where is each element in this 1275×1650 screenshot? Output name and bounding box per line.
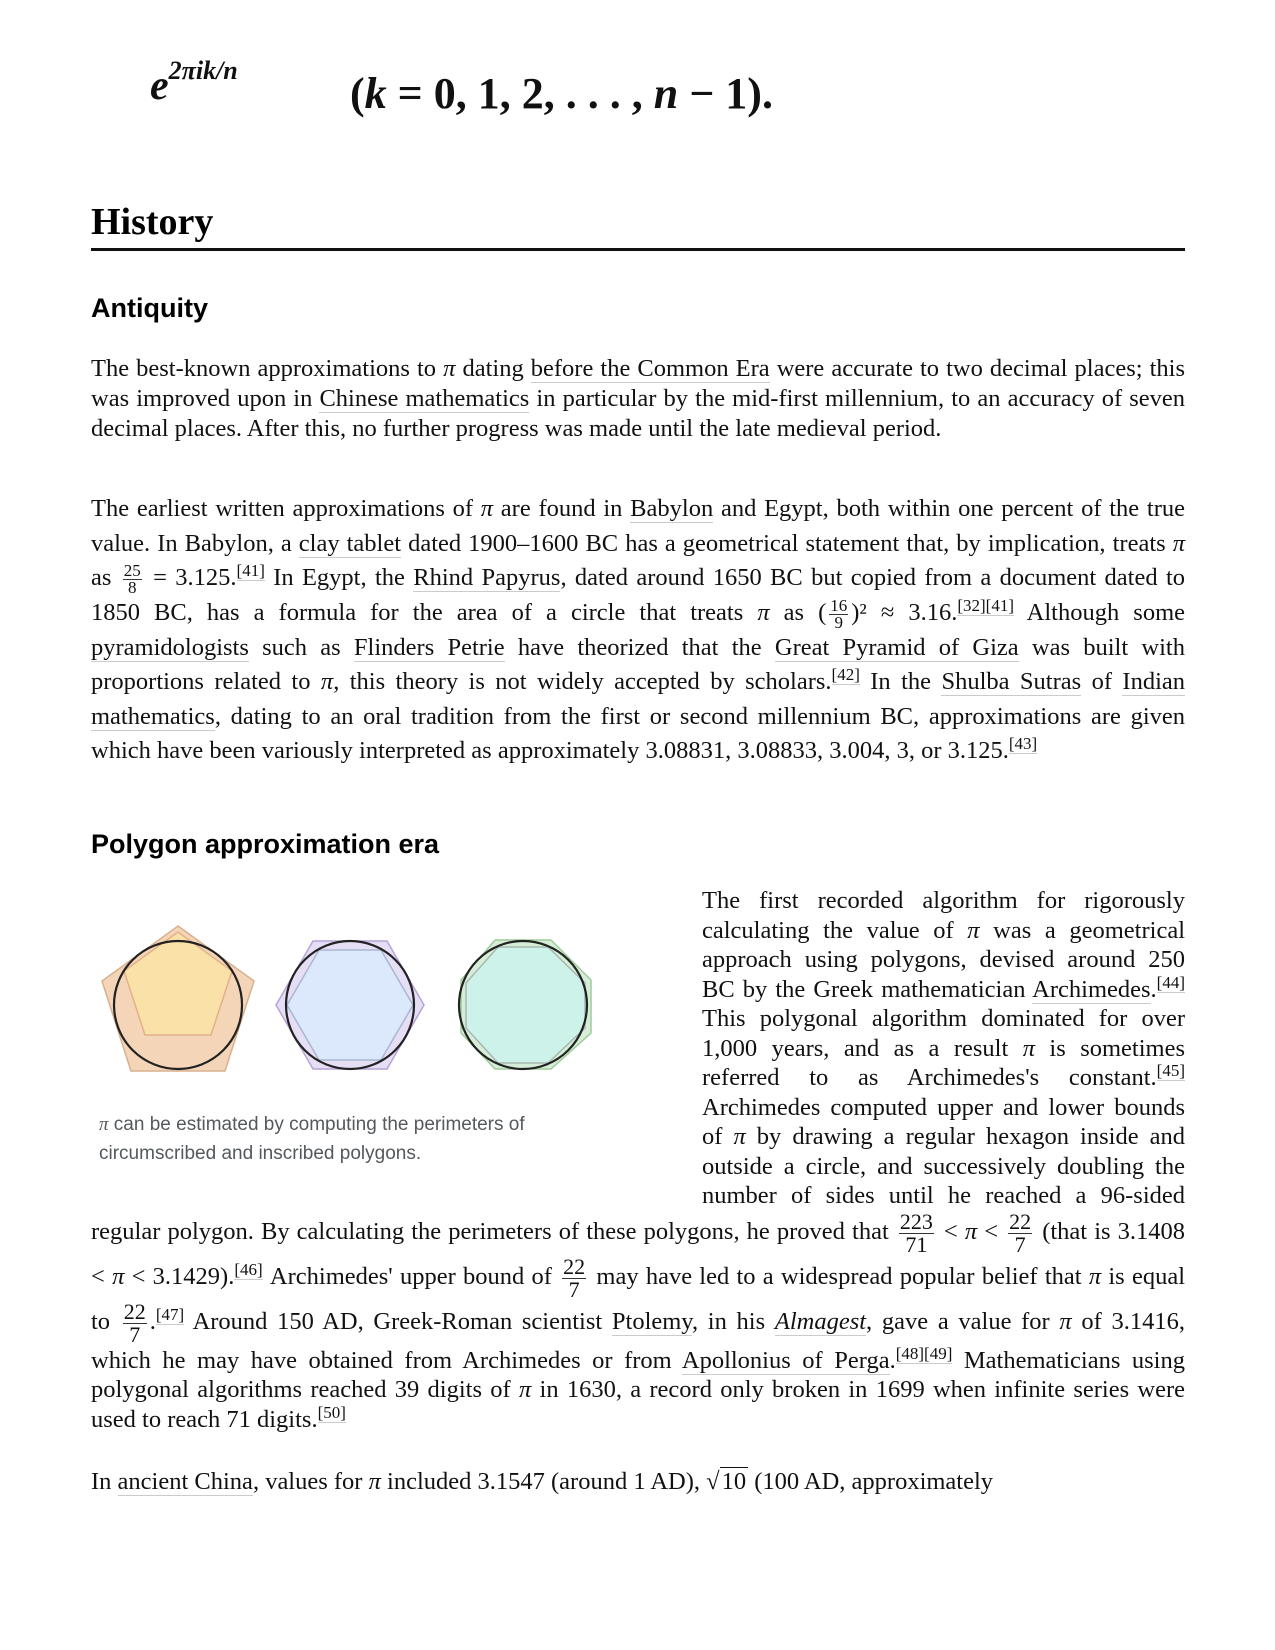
link-chinese-mathematics[interactable]: Chinese mathematics <box>319 385 530 412</box>
paragraph-polygon-1: The first recorded algorithm for rigorously calculating the value of π was a geometrical approach using polygons, devised around 250 BC by the Greek mathematician Archimedes.[44] This polygonal algorithm dominated for over 1,000 years, and as a result π is sometimes referred to as Archimedes's constant.[45] Archimedes computed upper and lower bounds of π by drawing a regular hexagon inside and outside a circle, and successively doubling the number of sides until he reached a 96-sided regular polygon. By calculating the perimeters of these polygons, he proved that $\frac{223}{71}$ < π < $\frac{22}{7}$ (that is 3.1408 < π < 3.1429).[46] Archimedes' upper bound of $\frac{22}{7}$ may have led to a widespread popular belief that π is equal to $\frac{22}{7}$ .[47] Around 150 AD, Greek-Roman scientist Ptolemy, in his Almagest, gave a value for π of 3.1416, which he may have obtained from Archimedes or from Apollonius of Perga.[48][49] Mathematicians using polygonal algorithms reached 39 digits of π in 1630, a record only broken in 1699 when infinite series were used to reach 71 digits.[50] <box>91 887 1186 1433</box>
fraction-22-7: $\frac{22}{7}$ <box>1009 1208 1032 1257</box>
link-before-common-era[interactable]: before the Common Era <box>530 355 770 382</box>
paragraph-polygon-2: In ancient China, values for π included 3.1547 (around 1 AD), √10 (100 AD, approximately <box>91 1468 994 1495</box>
citation-41[interactable]: [41] <box>985 595 1014 615</box>
link-almagest[interactable]: Almagest <box>774 1307 867 1335</box>
citation-50[interactable]: [50] <box>317 1402 346 1422</box>
citation-32[interactable]: [32] <box>957 595 986 615</box>
formula-var-k: k <box>364 69 387 118</box>
fraction-22-7: $\frac{22}{7}$ <box>563 1253 586 1302</box>
link-babylon[interactable]: Babylon <box>630 495 714 522</box>
formula-exponent: 2πik/n <box>168 56 238 85</box>
citation-48[interactable]: [48] <box>895 1343 925 1363</box>
sqrt-10: √10 <box>706 1468 747 1495</box>
fraction-22-7: $\frac{22}{7}$ <box>123 1298 146 1347</box>
link-ancient-china[interactable]: ancient China <box>117 1468 253 1495</box>
formula-condition <box>350 68 773 119</box>
link-shulba-sutras[interactable]: Shulba Sutras <box>941 668 1082 696</box>
link-apollonius-of-perga[interactable]: Apollonius of Perga <box>681 1346 890 1374</box>
citation-41[interactable]: [41] <box>236 561 265 580</box>
formula-close: − 1). <box>678 69 773 118</box>
citation-44[interactable]: [44] <box>1156 972 1185 992</box>
citation-46[interactable]: [46] <box>234 1259 263 1279</box>
fraction-223-71: $\frac{223}{71}$ <box>899 1208 933 1257</box>
formula-values: = 0, 1, 2, . . . , <box>386 69 654 118</box>
link-archimedes[interactable]: Archimedes <box>1032 975 1151 1003</box>
link-great-pyramid-of-giza[interactable]: Great Pyramid of Giza <box>774 633 1019 661</box>
link-pyramidologists[interactable]: pyramidologists <box>91 633 249 661</box>
figure-caption: π can be estimated by computing the perimeters of circumscribed and inscribed polygons. <box>99 1114 525 1164</box>
link-rhind-papyrus[interactable]: Rhind Papyrus <box>413 564 561 591</box>
link-clay-tablet[interactable]: clay tablet <box>298 529 402 557</box>
link-indian-mathematics[interactable]: Indian mathematics <box>91 668 1185 730</box>
fraction-16-9: $\frac{16}{9}$ <box>830 595 848 632</box>
link-flinders-petrie[interactable]: Flinders Petrie <box>353 633 505 661</box>
paragraph-antiquity-1: The best-known approximations to π dating before the Common Era were accurate to two decimal places; this was improved upon in Chinese mathematics in particular by the mid-first millennium, to an accuracy of seven decimal places. After this, no further progress was made until the late medieval period. <box>91 355 1186 442</box>
subsection-heading-polygon-era: Polygon approximation era <box>91 829 440 859</box>
formula-var-n: n <box>653 69 679 118</box>
formula-exponential <box>150 56 238 110</box>
citation-42[interactable]: [42] <box>831 665 860 685</box>
citation-45[interactable]: [45] <box>1156 1061 1185 1080</box>
figure-float-spacer <box>91 886 702 1196</box>
section-heading-history: History <box>91 200 1185 251</box>
subsection-heading-antiquity: Antiquity <box>91 293 208 323</box>
citation-47[interactable]: [47] <box>155 1304 185 1324</box>
citation-43[interactable]: [43] <box>1008 734 1038 754</box>
formula-paren: ( <box>350 69 365 118</box>
link-ptolemy[interactable]: Ptolemy <box>611 1307 692 1335</box>
fraction-25-8: $\frac{25}{8}$ <box>123 560 141 597</box>
formula-base: e <box>150 63 169 109</box>
citation-49[interactable]: [49] <box>924 1343 953 1363</box>
paragraph-antiquity-2: The earliest written approximations of π are found in Babylon and Egypt, both within one percent of the true value. In Babylon, a clay tablet dated 1900–1600 BC has a geometrical statement that, by implication, treats π as $\frac{25}{8}$ = 3.125.[41] In Egypt, the Rhind Papyrus, dated around 1650 BC but copied from a document dated to 1850 BC, has a formula for the area of a circle that treats π as ( $\frac{16}{9}$ )² ≈ 3.16.[32][41] Although some pyramidologists such as Flinders Petrie have theorized that the Great Pyramid of Giza was built with proportions related to π, this theory is not widely accepted by scholars.[42] In the Shulba Sutras of Indian mathematics, dating to an oral tradition from the first or second millennium BC, approximations are given which have been variously interpreted as approximately 3.08831, 3.08833, 3.004, 3, or 3.125.[43] <box>91 495 1186 765</box>
